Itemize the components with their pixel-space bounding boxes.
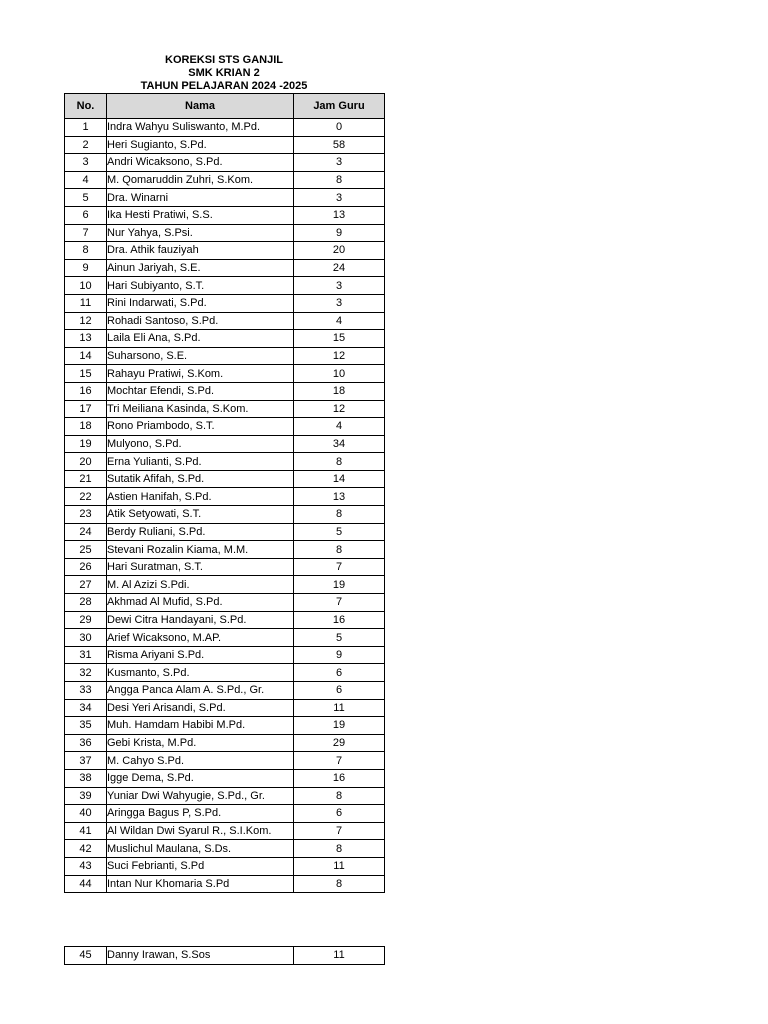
jam-guru-value: 8 — [294, 875, 385, 893]
jam-guru-value: 20 — [294, 242, 385, 260]
row-number: 32 — [65, 664, 107, 682]
teacher-name: Atik Setyowati, S.T. — [107, 506, 294, 524]
jam-guru-value: 4 — [294, 312, 385, 330]
jam-guru-value: 7 — [294, 558, 385, 576]
table-row — [65, 558, 385, 576]
table-row — [65, 347, 385, 365]
header-row — [65, 94, 385, 119]
row-number: 40 — [65, 805, 107, 823]
table-row — [65, 506, 385, 524]
jam-guru-value: 19 — [294, 576, 385, 594]
table-row — [65, 947, 385, 965]
header-nama: Nama — [107, 94, 294, 119]
teacher-name: Mulyono, S.Pd. — [107, 435, 294, 453]
teacher-name: Suci Febrianti, S.Pd — [107, 857, 294, 875]
teacher-name: Hari Subiyanto, S.T. — [107, 277, 294, 295]
table-row — [65, 629, 385, 647]
jam-guru-value: 12 — [294, 400, 385, 418]
jam-guru-value: 8 — [294, 840, 385, 858]
row-number: 41 — [65, 822, 107, 840]
teacher-name: Astien Hanifah, S.Pd. — [107, 488, 294, 506]
jam-guru-value: 9 — [294, 646, 385, 664]
jam-guru-value: 13 — [294, 206, 385, 224]
row-number: 39 — [65, 787, 107, 805]
teacher-name: Stevani Rozalin Kiama, M.M. — [107, 541, 294, 559]
row-number: 33 — [65, 682, 107, 700]
teacher-name: Muslichul Maulana, S.Ds. — [107, 840, 294, 858]
table-row — [65, 611, 385, 629]
teacher-name: Indra Wahyu Suliswanto, M.Pd. — [107, 119, 294, 137]
teacher-name: Suharsono, S.E. — [107, 347, 294, 365]
table-row — [65, 171, 385, 189]
table-row — [65, 224, 385, 242]
teacher-name: Muh. Hamdam Habibi M.Pd. — [107, 717, 294, 735]
row-number: 15 — [65, 365, 107, 383]
row-number: 27 — [65, 576, 107, 594]
jam-guru-value: 8 — [294, 541, 385, 559]
row-number: 4 — [65, 171, 107, 189]
jam-guru-value: 6 — [294, 805, 385, 823]
jam-guru-value: 7 — [294, 752, 385, 770]
document-title — [64, 54, 384, 93]
row-number: 44 — [65, 875, 107, 893]
row-number: 19 — [65, 435, 107, 453]
teacher-name: Tri Meiliana Kasinda, S.Kom. — [107, 400, 294, 418]
jam-guru-value: 8 — [294, 787, 385, 805]
table-row — [65, 242, 385, 260]
teacher-name: Dewi Citra Handayani, S.Pd. — [107, 611, 294, 629]
jam-guru-value: 13 — [294, 488, 385, 506]
row-number: 30 — [65, 629, 107, 647]
jam-guru-value: 16 — [294, 611, 385, 629]
header-no: No. — [65, 94, 107, 119]
row-number: 42 — [65, 840, 107, 858]
table-header — [65, 94, 385, 119]
row-number: 11 — [65, 294, 107, 312]
title-line-2: SMK KRIAN 2 — [188, 67, 260, 79]
jam-guru-value: 5 — [294, 629, 385, 647]
teacher-name: Heri Sugianto, S.Pd. — [107, 136, 294, 154]
jam-guru-value: 12 — [294, 347, 385, 365]
jam-guru-value: 11 — [294, 699, 385, 717]
row-number: 34 — [65, 699, 107, 717]
row-number: 29 — [65, 611, 107, 629]
teacher-name: M. Al Azizi S.Pdi. — [107, 576, 294, 594]
table-row — [65, 312, 385, 330]
jam-guru-value: 15 — [294, 330, 385, 348]
teacher-table — [64, 93, 385, 893]
table-row — [65, 154, 385, 172]
table-row — [65, 699, 385, 717]
teacher-name: Laila Eli Ana, S.Pd. — [107, 330, 294, 348]
table-row — [65, 189, 385, 207]
teacher-name: Risma Ariyani S.Pd. — [107, 646, 294, 664]
jam-guru-value: 14 — [294, 470, 385, 488]
jam-guru-value: 3 — [294, 277, 385, 295]
row-number: 43 — [65, 857, 107, 875]
jam-guru-value: 4 — [294, 418, 385, 436]
row-number: 5 — [65, 189, 107, 207]
table-row — [65, 488, 385, 506]
jam-guru-value: 29 — [294, 734, 385, 752]
table-row — [65, 470, 385, 488]
row-number: 3 — [65, 154, 107, 172]
teacher-name: Andri Wicaksono, S.Pd. — [107, 154, 294, 172]
teacher-name: Ika Hesti Pratiwi, S.S. — [107, 206, 294, 224]
teacher-name: Yuniar Dwi Wahyugie, S.Pd., Gr. — [107, 787, 294, 805]
teacher-name: Rahayu Pratiwi, S.Kom. — [107, 365, 294, 383]
jam-guru-value: 8 — [294, 453, 385, 471]
title-line-1: KOREKSI STS GANJIL — [165, 54, 283, 66]
row-number: 12 — [65, 312, 107, 330]
table-row — [65, 294, 385, 312]
row-number: 18 — [65, 418, 107, 436]
row-number: 14 — [65, 347, 107, 365]
table-row — [65, 875, 385, 893]
teacher-name: Rini Indarwati, S.Pd. — [107, 294, 294, 312]
table-row — [65, 277, 385, 295]
teacher-name: Rohadi Santoso, S.Pd. — [107, 312, 294, 330]
teacher-name: Kusmanto, S.Pd. — [107, 664, 294, 682]
row-number: 37 — [65, 752, 107, 770]
table-row — [65, 541, 385, 559]
table-row — [65, 717, 385, 735]
teacher-name: M. Cahyo S.Pd. — [107, 752, 294, 770]
row-number: 10 — [65, 277, 107, 295]
table-body — [65, 119, 385, 893]
jam-guru-value: 8 — [294, 171, 385, 189]
row-number: 8 — [65, 242, 107, 260]
table-row — [65, 805, 385, 823]
row-number: 28 — [65, 594, 107, 612]
title-line-3: TAHUN PELAJARAN 2024 -2025 — [140, 80, 308, 92]
row-number: 9 — [65, 259, 107, 277]
table-row — [65, 682, 385, 700]
table-row — [65, 453, 385, 471]
jam-guru-value: 5 — [294, 523, 385, 541]
extra-teacher-table — [64, 946, 385, 965]
table-row — [65, 787, 385, 805]
teacher-name: Sutatik Afifah, S.Pd. — [107, 470, 294, 488]
jam-guru-value: 7 — [294, 822, 385, 840]
jam-guru-value: 24 — [294, 259, 385, 277]
table-row — [65, 259, 385, 277]
teacher-name: Dra. Winarni — [107, 189, 294, 207]
teacher-name: Gebi Krista, M.Pd. — [107, 734, 294, 752]
jam-guru-value: 8 — [294, 506, 385, 524]
table-row — [65, 382, 385, 400]
row-number: 1 — [65, 119, 107, 137]
row-number: 38 — [65, 769, 107, 787]
row-number: 2 — [65, 136, 107, 154]
jam-guru-value: 3 — [294, 154, 385, 172]
extra-table-body — [65, 947, 385, 965]
table-row — [65, 330, 385, 348]
table-row — [65, 576, 385, 594]
teacher-name: Mochtar Efendi, S.Pd. — [107, 382, 294, 400]
jam-guru-value: 0 — [294, 119, 385, 137]
teacher-name: Desi Yeri Arisandi, S.Pd. — [107, 699, 294, 717]
jam-guru-value: 58 — [294, 136, 385, 154]
table-row — [65, 418, 385, 436]
row-number: 24 — [65, 523, 107, 541]
teacher-name: Angga Panca Alam A. S.Pd., Gr. — [107, 682, 294, 700]
row-number: 45 — [65, 947, 107, 965]
jam-guru-value: 7 — [294, 594, 385, 612]
row-number: 21 — [65, 470, 107, 488]
jam-guru-value: 19 — [294, 717, 385, 735]
table-row — [65, 769, 385, 787]
row-number: 13 — [65, 330, 107, 348]
jam-guru-value: 3 — [294, 294, 385, 312]
table-row — [65, 646, 385, 664]
table-row — [65, 119, 385, 137]
row-number: 17 — [65, 400, 107, 418]
teacher-name: Akhmad Al Mufid, S.Pd. — [107, 594, 294, 612]
table-row — [65, 435, 385, 453]
table-row — [65, 365, 385, 383]
row-number: 31 — [65, 646, 107, 664]
table-row — [65, 523, 385, 541]
teacher-name: Intan Nur Khomaria S.Pd — [107, 875, 294, 893]
jam-guru-value: 10 — [294, 365, 385, 383]
jam-guru-value: 11 — [294, 947, 385, 965]
teacher-name: Igge Dema, S.Pd. — [107, 769, 294, 787]
table-row — [65, 400, 385, 418]
jam-guru-value: 9 — [294, 224, 385, 242]
table-row — [65, 857, 385, 875]
teacher-name: Rono Priambodo, S.T. — [107, 418, 294, 436]
teacher-name: Erna Yulianti, S.Pd. — [107, 453, 294, 471]
table-row — [65, 752, 385, 770]
teacher-name: Danny Irawan, S.Sos — [107, 947, 294, 965]
table-row — [65, 136, 385, 154]
jam-guru-value: 34 — [294, 435, 385, 453]
teacher-name: Al Wildan Dwi Syarul R., S.I.Kom. — [107, 822, 294, 840]
jam-guru-value: 11 — [294, 857, 385, 875]
row-number: 6 — [65, 206, 107, 224]
teacher-name: Arief Wicaksono, M.AP. — [107, 629, 294, 647]
table-row — [65, 206, 385, 224]
teacher-name: M. Qomaruddin Zuhri, S.Kom. — [107, 171, 294, 189]
jam-guru-value: 6 — [294, 664, 385, 682]
jam-guru-value: 16 — [294, 769, 385, 787]
row-number: 25 — [65, 541, 107, 559]
table-row — [65, 594, 385, 612]
jam-guru-value: 6 — [294, 682, 385, 700]
teacher-name: Berdy Ruliani, S.Pd. — [107, 523, 294, 541]
row-number: 23 — [65, 506, 107, 524]
teacher-name: Dra. Athik fauziyah — [107, 242, 294, 260]
row-number: 36 — [65, 734, 107, 752]
row-number: 16 — [65, 382, 107, 400]
table-row — [65, 840, 385, 858]
teacher-name: Nur Yahya, S.Psi. — [107, 224, 294, 242]
row-number: 20 — [65, 453, 107, 471]
row-number: 7 — [65, 224, 107, 242]
teacher-name: Aringga Bagus P, S.Pd. — [107, 805, 294, 823]
header-jam-guru: Jam Guru — [294, 94, 385, 119]
teacher-name: Hari Suratman, S.T. — [107, 558, 294, 576]
row-number: 35 — [65, 717, 107, 735]
table-row — [65, 664, 385, 682]
row-number: 22 — [65, 488, 107, 506]
teacher-name: Ainun Jariyah, S.E. — [107, 259, 294, 277]
table-row — [65, 822, 385, 840]
jam-guru-value: 18 — [294, 382, 385, 400]
table-row — [65, 734, 385, 752]
jam-guru-value: 3 — [294, 189, 385, 207]
row-number: 26 — [65, 558, 107, 576]
